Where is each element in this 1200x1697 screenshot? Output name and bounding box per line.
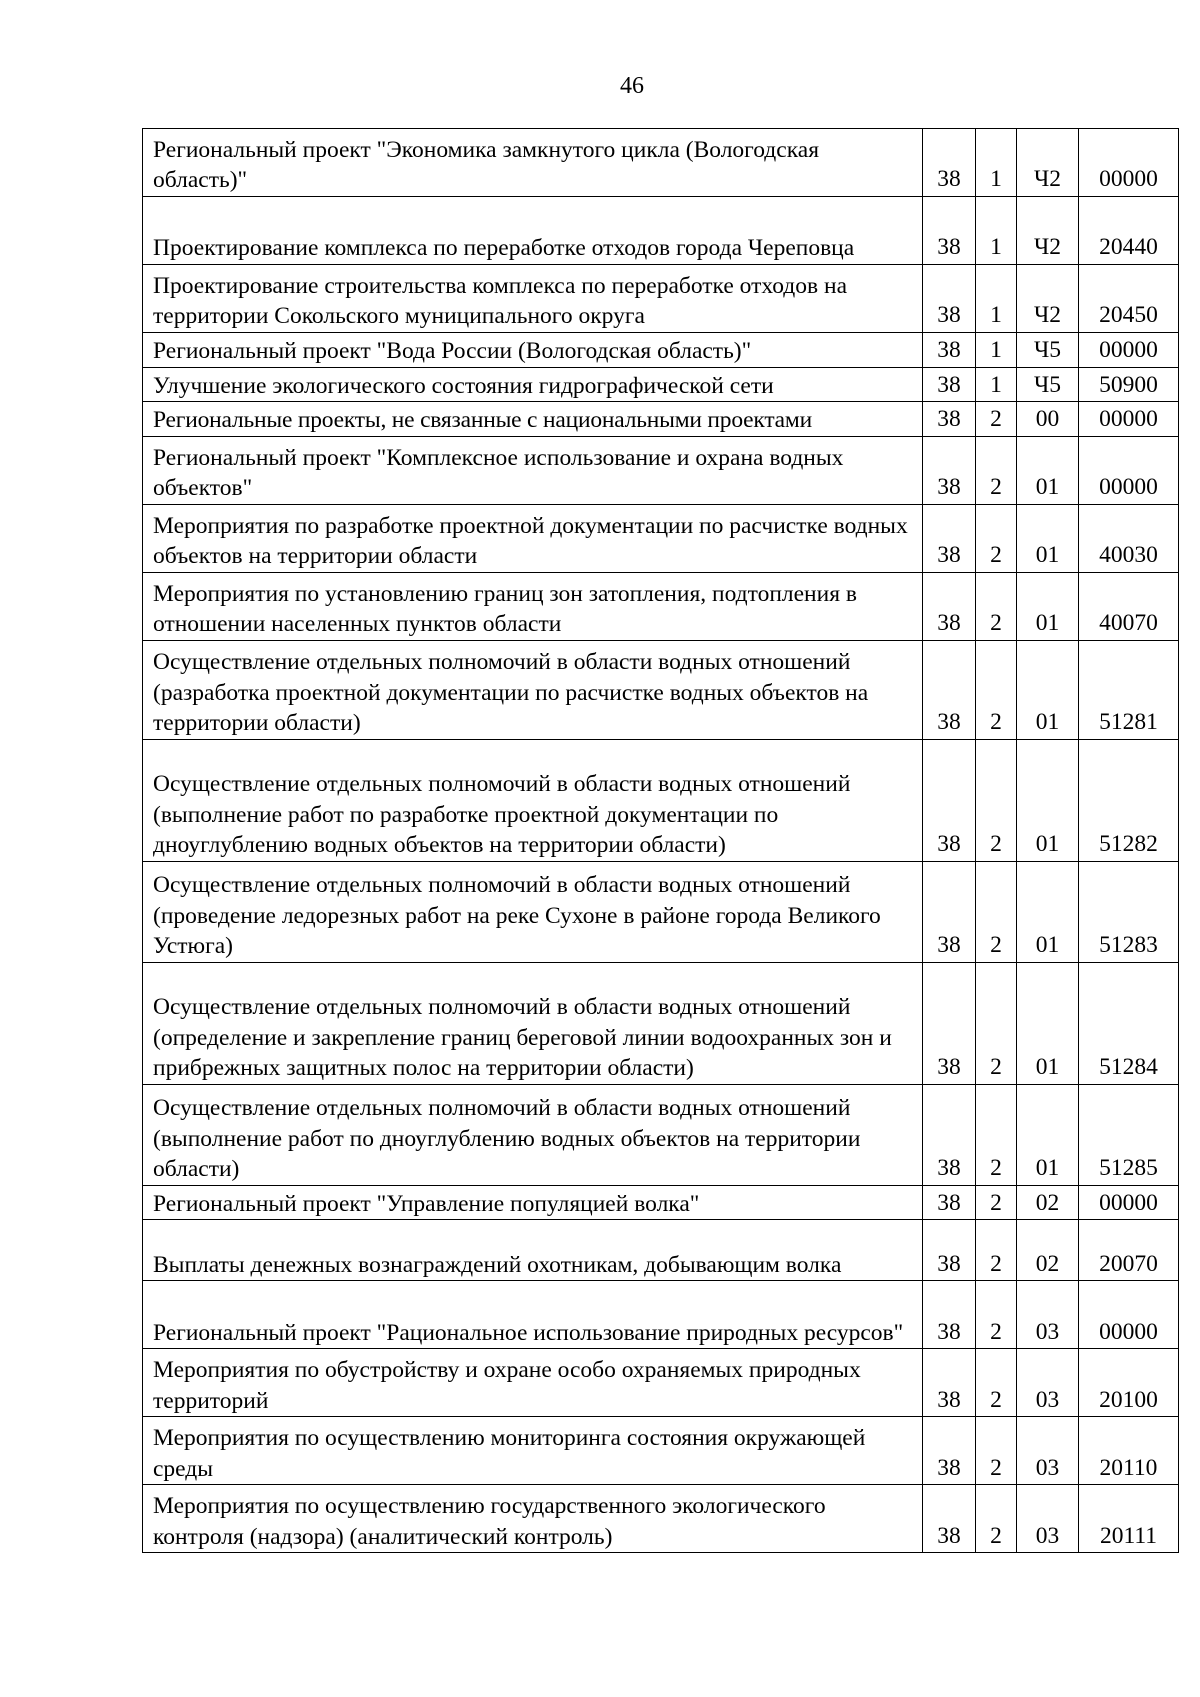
- code-cell-program: 38: [923, 367, 976, 402]
- code-cell-direction: 51284: [1079, 962, 1179, 1084]
- code-cell-subprogram: 2: [976, 1185, 1017, 1220]
- row-name-cell: Мероприятия по осуществлению мониторинга состояния окружающей среды: [143, 1417, 923, 1485]
- code-cell-subprogram: 1: [976, 265, 1017, 333]
- table-row: [143, 1220, 1179, 1281]
- code-cell-direction: 51282: [1079, 739, 1179, 861]
- code-cell-subprogram: 2: [976, 1281, 1017, 1349]
- code-cell-program: 38: [923, 1485, 976, 1553]
- row-name-cell: Осуществление отдельных полномочий в области водных отношений (проведение ледорезных работ на реке Сухоне в районе города Великого Устюга): [143, 861, 923, 962]
- row-name-cell: Региональные проекты, не связанные с национальными проектами: [143, 402, 923, 437]
- code-cell-project: 03: [1017, 1485, 1079, 1553]
- table-row: [143, 1185, 1179, 1220]
- code-cell-project: 01: [1017, 739, 1079, 861]
- code-cell-project: 01: [1017, 962, 1079, 1084]
- table-row: [143, 504, 1179, 572]
- code-cell-program: 38: [923, 962, 976, 1084]
- code-cell-program: 38: [923, 1084, 976, 1185]
- code-cell-project: 00: [1017, 402, 1079, 437]
- code-cell-subprogram: 2: [976, 962, 1017, 1084]
- code-cell-project: 03: [1017, 1417, 1079, 1485]
- row-name-cell: Осуществление отдельных полномочий в области водных отношений (выполнение работ по разработке проектной документации по дноуглублению водных объектов на территории области): [143, 739, 923, 861]
- row-name-cell: Региональный проект "Управление популяцией волка": [143, 1185, 923, 1220]
- code-cell-project: 03: [1017, 1281, 1079, 1349]
- code-cell-subprogram: 1: [976, 333, 1017, 368]
- table-row: [143, 197, 1179, 265]
- row-name-cell: Региональный проект "Комплексное использование и охрана водных объектов": [143, 436, 923, 504]
- code-cell-program: 38: [923, 1220, 976, 1281]
- code-cell-project: Ч5: [1017, 333, 1079, 368]
- code-cell-program: 38: [923, 1185, 976, 1220]
- row-name-cell: Улучшение экологического состояния гидрографической сети: [143, 367, 923, 402]
- code-cell-program: 38: [923, 640, 976, 739]
- code-cell-program: 38: [923, 333, 976, 368]
- code-cell-direction: 20070: [1079, 1220, 1179, 1281]
- row-name-cell: Мероприятия по обустройству и охране особо охраняемых природных территорий: [143, 1349, 923, 1417]
- row-name-cell: Проектирование комплекса по переработке отходов города Череповца: [143, 197, 923, 265]
- code-cell-subprogram: 2: [976, 1084, 1017, 1185]
- code-cell-subprogram: 2: [976, 504, 1017, 572]
- code-cell-direction: 51285: [1079, 1084, 1179, 1185]
- row-name-cell: Проектирование строительства комплекса по переработке отходов на территории Сокольского муниципального округа: [143, 265, 923, 333]
- code-cell-project: 03: [1017, 1349, 1079, 1417]
- code-cell-project: Ч2: [1017, 197, 1079, 265]
- code-cell-program: 38: [923, 1349, 976, 1417]
- code-cell-direction: 20111: [1079, 1485, 1179, 1553]
- code-cell-project: 01: [1017, 640, 1079, 739]
- row-name-cell: Мероприятия по установлению границ зон затопления, подтопления в отношении населенных пунктов области: [143, 572, 923, 640]
- table-row: [143, 572, 1179, 640]
- table-row: [143, 1417, 1179, 1485]
- code-cell-subprogram: 2: [976, 436, 1017, 504]
- code-cell-subprogram: 1: [976, 367, 1017, 402]
- row-name-cell: Мероприятия по разработке проектной документации по расчистке водных объектов на территории области: [143, 504, 923, 572]
- code-cell-direction: 00000: [1079, 129, 1179, 197]
- code-cell-subprogram: 2: [976, 1220, 1017, 1281]
- code-cell-subprogram: 2: [976, 861, 1017, 962]
- code-cell-program: 38: [923, 572, 976, 640]
- code-cell-direction: 51281: [1079, 640, 1179, 739]
- code-cell-program: 38: [923, 1417, 976, 1485]
- table-row: [143, 739, 1179, 861]
- page-number: 46: [620, 73, 644, 99]
- code-cell-subprogram: 2: [976, 1485, 1017, 1553]
- code-cell-project: 02: [1017, 1185, 1079, 1220]
- code-cell-program: 38: [923, 861, 976, 962]
- code-cell-project: 01: [1017, 861, 1079, 962]
- row-name-cell: Региональный проект "Экономика замкнутого цикла (Вологодская область)": [143, 129, 923, 197]
- code-cell-direction: 40070: [1079, 572, 1179, 640]
- table-row: [143, 436, 1179, 504]
- code-cell-project: Ч2: [1017, 129, 1079, 197]
- row-name-cell: Региональный проект "Рациональное использование природных ресурсов": [143, 1281, 923, 1349]
- table-row: [143, 1485, 1179, 1553]
- code-cell-program: 38: [923, 1281, 976, 1349]
- code-cell-direction: 40030: [1079, 504, 1179, 572]
- code-cell-program: 38: [923, 402, 976, 437]
- code-cell-program: 38: [923, 504, 976, 572]
- table-row: [143, 1084, 1179, 1185]
- code-cell-program: 38: [923, 265, 976, 333]
- code-cell-direction: 51283: [1079, 861, 1179, 962]
- table-row: [143, 129, 1179, 197]
- table-row: [143, 640, 1179, 739]
- code-cell-project: 01: [1017, 1084, 1079, 1185]
- code-cell-direction: 00000: [1079, 1281, 1179, 1349]
- code-cell-direction: 20440: [1079, 197, 1179, 265]
- code-cell-subprogram: 2: [976, 572, 1017, 640]
- row-name-cell: Осуществление отдельных полномочий в области водных отношений (определение и закрепление границ береговой линии водоохранных зон и прибрежных защитных полос на территории области): [143, 962, 923, 1084]
- table-row: [143, 1281, 1179, 1349]
- row-name-cell: Осуществление отдельных полномочий в области водных отношений (разработка проектной документации по расчистке водных объектов на территории области): [143, 640, 923, 739]
- table-row: [143, 962, 1179, 1084]
- code-cell-subprogram: 2: [976, 1417, 1017, 1485]
- code-cell-direction: 20450: [1079, 265, 1179, 333]
- code-cell-subprogram: 2: [976, 739, 1017, 861]
- table-row: [143, 265, 1179, 333]
- code-cell-program: 38: [923, 739, 976, 861]
- code-cell-direction: 00000: [1079, 1185, 1179, 1220]
- code-cell-project: 02: [1017, 1220, 1079, 1281]
- code-cell-direction: 20110: [1079, 1417, 1179, 1485]
- code-cell-direction: 00000: [1079, 333, 1179, 368]
- code-cell-project: 01: [1017, 572, 1079, 640]
- table-row: [143, 333, 1179, 368]
- code-cell-subprogram: 1: [976, 197, 1017, 265]
- code-cell-project: 01: [1017, 436, 1079, 504]
- code-cell-program: 38: [923, 129, 976, 197]
- row-name-cell: Мероприятия по осуществлению государственного экологического контроля (надзора) (аналитический контроль): [143, 1485, 923, 1553]
- row-name-cell: Региональный проект "Вода России (Вологодская область)": [143, 333, 923, 368]
- code-cell-project: Ч2: [1017, 265, 1079, 333]
- code-cell-direction: 20100: [1079, 1349, 1179, 1417]
- code-cell-subprogram: 2: [976, 640, 1017, 739]
- code-cell-project: 01: [1017, 504, 1079, 572]
- table-row: [143, 1349, 1179, 1417]
- code-cell-program: 38: [923, 436, 976, 504]
- row-name-cell: Выплаты денежных вознаграждений охотникам, добывающим волка: [143, 1220, 923, 1281]
- budget-classification-table: [142, 128, 1179, 1553]
- code-cell-program: 38: [923, 197, 976, 265]
- code-cell-subprogram: 2: [976, 402, 1017, 437]
- code-cell-direction: 50900: [1079, 367, 1179, 402]
- table-row: [143, 402, 1179, 437]
- row-name-cell: Осуществление отдельных полномочий в области водных отношений (выполнение работ по дноуглублению водных объектов на территории области): [143, 1084, 923, 1185]
- code-cell-subprogram: 1: [976, 129, 1017, 197]
- code-cell-subprogram: 2: [976, 1349, 1017, 1417]
- table-row: [143, 861, 1179, 962]
- code-cell-direction: 00000: [1079, 402, 1179, 437]
- table-row: [143, 367, 1179, 402]
- code-cell-project: Ч5: [1017, 367, 1079, 402]
- code-cell-direction: 00000: [1079, 436, 1179, 504]
